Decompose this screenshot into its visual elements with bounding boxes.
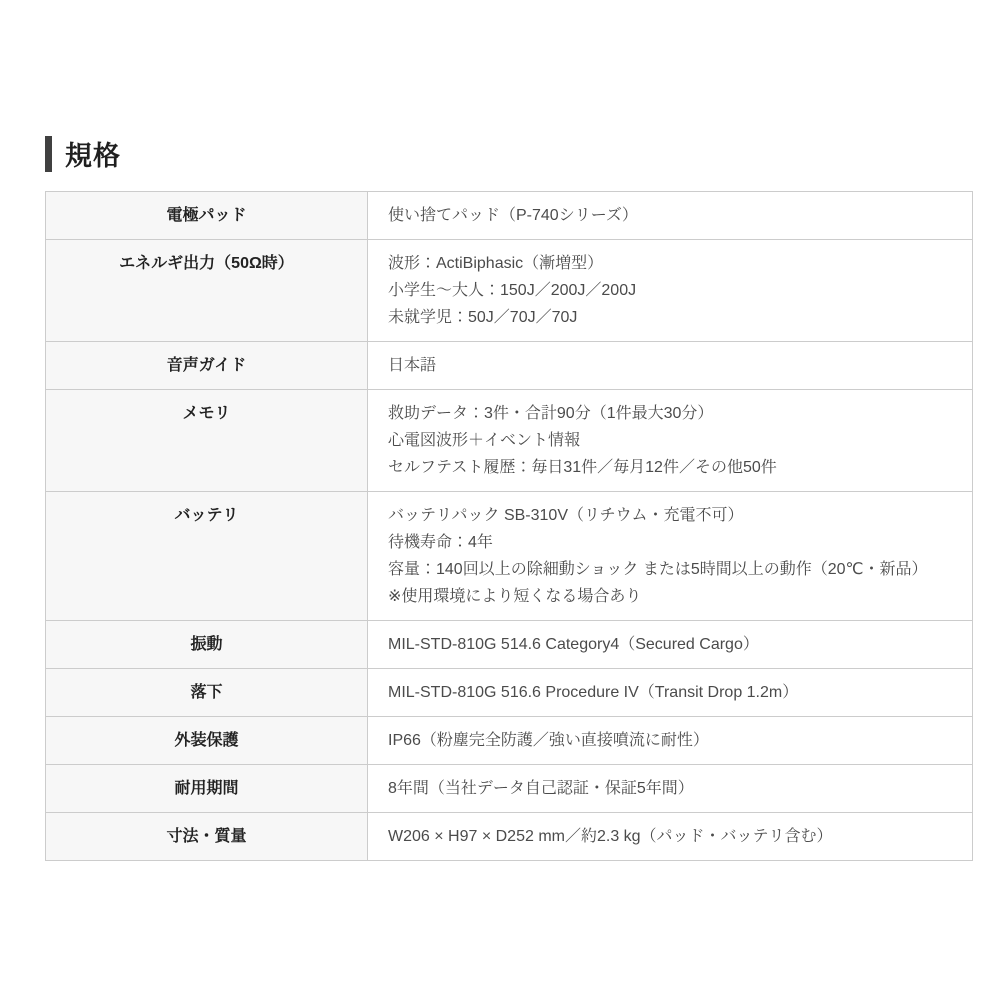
spec-table-body xyxy=(46,192,973,861)
spec-row-value xyxy=(368,390,973,492)
spec-row-value xyxy=(368,192,973,240)
spec-row xyxy=(46,390,973,492)
spec-row-value xyxy=(368,492,973,621)
spec-row-label: 寸法・質量 xyxy=(46,813,368,861)
spec-row xyxy=(46,669,973,717)
section-title: 規格 xyxy=(65,141,121,171)
spec-row xyxy=(46,813,973,861)
spec-row xyxy=(46,192,973,240)
spec-value-line: 波形：ActiBiphasic（漸増型） xyxy=(388,255,604,272)
spec-value-line: 日本語 xyxy=(388,357,437,374)
spec-value-line: MIL-STD-810G 516.6 Procedure IV（Transit Drop 1.2m） xyxy=(388,684,799,701)
heading-accent-bar xyxy=(45,136,52,172)
spec-row xyxy=(46,240,973,342)
spec-value-line: セルフテスト履歴：毎日31件／毎月12件／その他50件 xyxy=(388,459,777,476)
spec-row-label: エネルギ出力（50Ω時） xyxy=(46,240,368,342)
spec-row-value xyxy=(368,669,973,717)
spec-row-value xyxy=(368,765,973,813)
spec-value-line: MIL-STD-810G 514.6 Category4（Secured Cargo） xyxy=(388,636,759,653)
spec-value-line: 8年間（当社データ自己認証・保証5年間） xyxy=(388,780,694,797)
spec-row-label: 落下 xyxy=(46,669,368,717)
spec-value-line: 使い捨てパッド（P-740シリーズ） xyxy=(388,207,638,224)
spec-row xyxy=(46,342,973,390)
spec-value-line: 待機寿命：4年 xyxy=(388,534,493,551)
spec-value-line: 未就学児：50J／70J／70J xyxy=(388,309,578,326)
spec-value-line: W206 × H97 × D252 mm／約2.3 kg（パッド・バッテリ含む） xyxy=(388,828,833,845)
spec-row-value xyxy=(368,813,973,861)
spec-row-value xyxy=(368,717,973,765)
section-heading xyxy=(45,134,973,173)
spec-row-label: 外装保護 xyxy=(46,717,368,765)
spec-value-line: IP66（粉塵完全防護／強い直接噴流に耐性） xyxy=(388,732,709,749)
spec-value-line: バッテリパック SB-310V（リチウム・充電不可） xyxy=(388,507,744,524)
spec-row-label: 音声ガイド xyxy=(46,342,368,390)
spec-row xyxy=(46,717,973,765)
spec-row-label: バッテリ xyxy=(46,492,368,621)
spec-value-line: 救助データ：3件・合計90分（1件最大30分） xyxy=(388,405,714,422)
spec-row xyxy=(46,765,973,813)
spec-table xyxy=(45,191,973,861)
spec-row xyxy=(46,621,973,669)
spec-value-line: 小学生～大人：150J／200J／200J xyxy=(388,282,637,299)
spec-row xyxy=(46,492,973,621)
spec-value-line: ※使用環境により短くなる場合あり xyxy=(388,588,642,605)
spec-row-value xyxy=(368,240,973,342)
spec-row-value xyxy=(368,621,973,669)
spec-value-line: 容量：140回以上の除細動ショック または5時間以上の動作（20℃・新品） xyxy=(388,561,928,578)
spec-row-label: 耐用期間 xyxy=(46,765,368,813)
spec-row-label: 電極パッド xyxy=(46,192,368,240)
spec-row-label: 振動 xyxy=(46,621,368,669)
spec-row-label: メモリ xyxy=(46,390,368,492)
spec-row-value xyxy=(368,342,973,390)
spec-value-line: 心電図波形＋イベント情報 xyxy=(388,432,581,449)
